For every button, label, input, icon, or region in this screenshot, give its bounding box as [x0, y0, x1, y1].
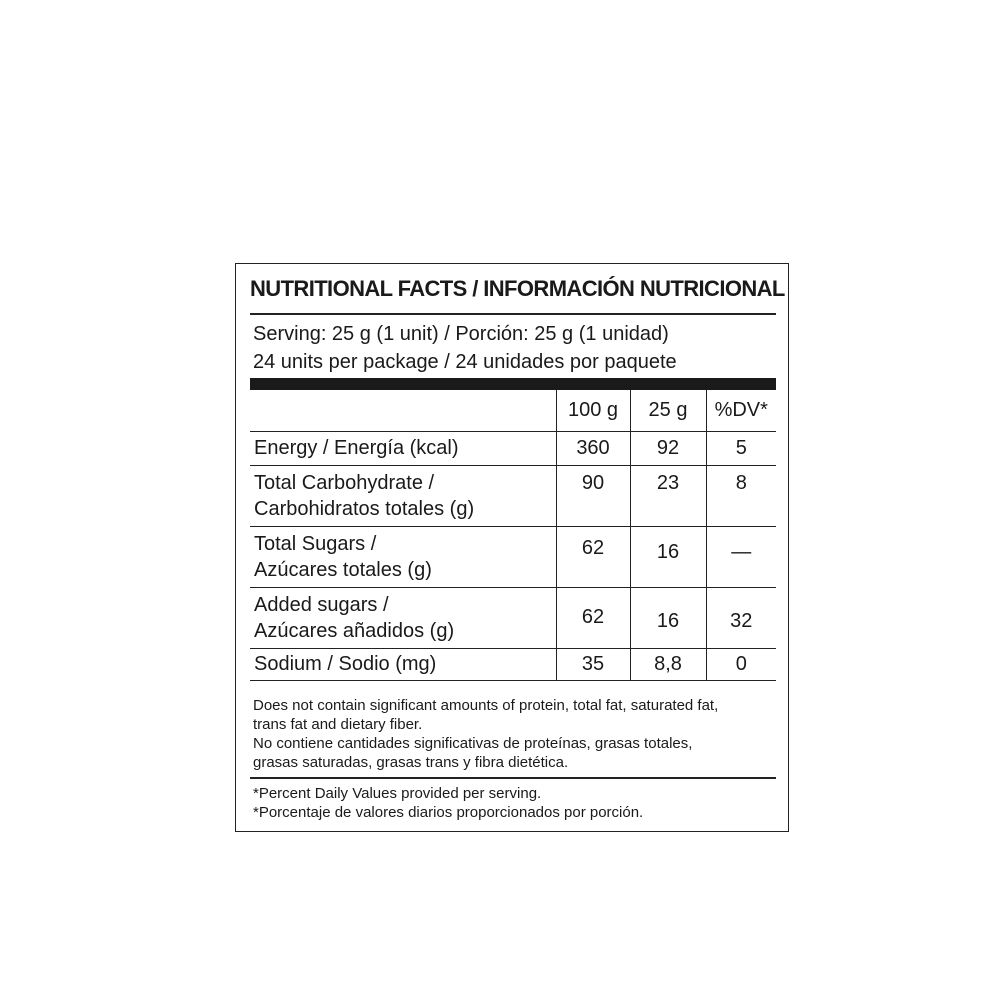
nutrient-name: Sodium / Sodio (mg)	[250, 648, 556, 680]
value-per-serving: 8,8	[630, 648, 706, 680]
table-row	[250, 526, 776, 587]
value-per-100g: 62	[556, 526, 630, 587]
nutrient-name: Energy / Energía (kcal)	[250, 431, 556, 465]
nutrient-name: Total Sugars / Azúcares totales (g)	[250, 526, 556, 587]
footnote-daily-value: *Percent Daily Values provided per serving. *Porcentaje de valores diarios proporcionados por porción.	[253, 785, 644, 821]
value-daily-value: —	[706, 526, 776, 587]
value-per-100g: 360	[556, 431, 630, 465]
value-per-serving: 23	[630, 465, 706, 526]
header-per-serving: 25 g	[630, 390, 706, 431]
value-per-serving: 16	[630, 526, 706, 587]
nutrient-name: Total Carbohydrate / Carbohidratos totales (g)	[250, 465, 556, 526]
header-per-100g: 100 g	[556, 390, 630, 431]
table-header-row	[250, 390, 776, 431]
nutrition-facts-label	[235, 263, 789, 832]
nutrient-name: Added sugars / Azúcares añadidos (g)	[250, 587, 556, 648]
table-row	[250, 587, 776, 648]
thick-divider	[250, 378, 776, 390]
label-title: NUTRITIONAL FACTS / INFORMACIÓN NUTRICIONAL	[250, 276, 785, 301]
value-per-100g: 35	[556, 648, 630, 680]
value-daily-value: 5	[706, 431, 776, 465]
value-per-100g: 62	[556, 587, 630, 648]
value-daily-value: 8	[706, 465, 776, 526]
value-daily-value: 32	[706, 587, 776, 648]
header-daily-value: %DV*	[706, 390, 776, 431]
value-daily-value: 0	[706, 648, 776, 680]
value-per-serving: 16	[630, 587, 706, 648]
header-blank-cell	[250, 390, 556, 431]
value-per-serving: 92	[630, 431, 706, 465]
serving-size: Serving: 25 g (1 unit) / Porción: 25 g (1 unidad)	[253, 323, 669, 345]
table-row	[250, 431, 776, 465]
table-row	[250, 465, 776, 526]
value-per-100g: 90	[556, 465, 630, 526]
nutrition-table	[250, 390, 776, 681]
servings-per-package: 24 units per package / 24 unidades por paquete	[253, 351, 677, 373]
title-divider	[250, 313, 776, 315]
table-row	[250, 648, 776, 680]
footnote-divider	[250, 777, 776, 779]
footnote-nutrients: Does not contain significant amounts of protein, total fat, saturated fat, trans fat and dietary fiber. No contiene cantidades significativas de proteínas, grasas totales, grasas saturadas, grasas trans y fibra dietética.	[253, 697, 719, 771]
serving-info	[253, 320, 677, 376]
